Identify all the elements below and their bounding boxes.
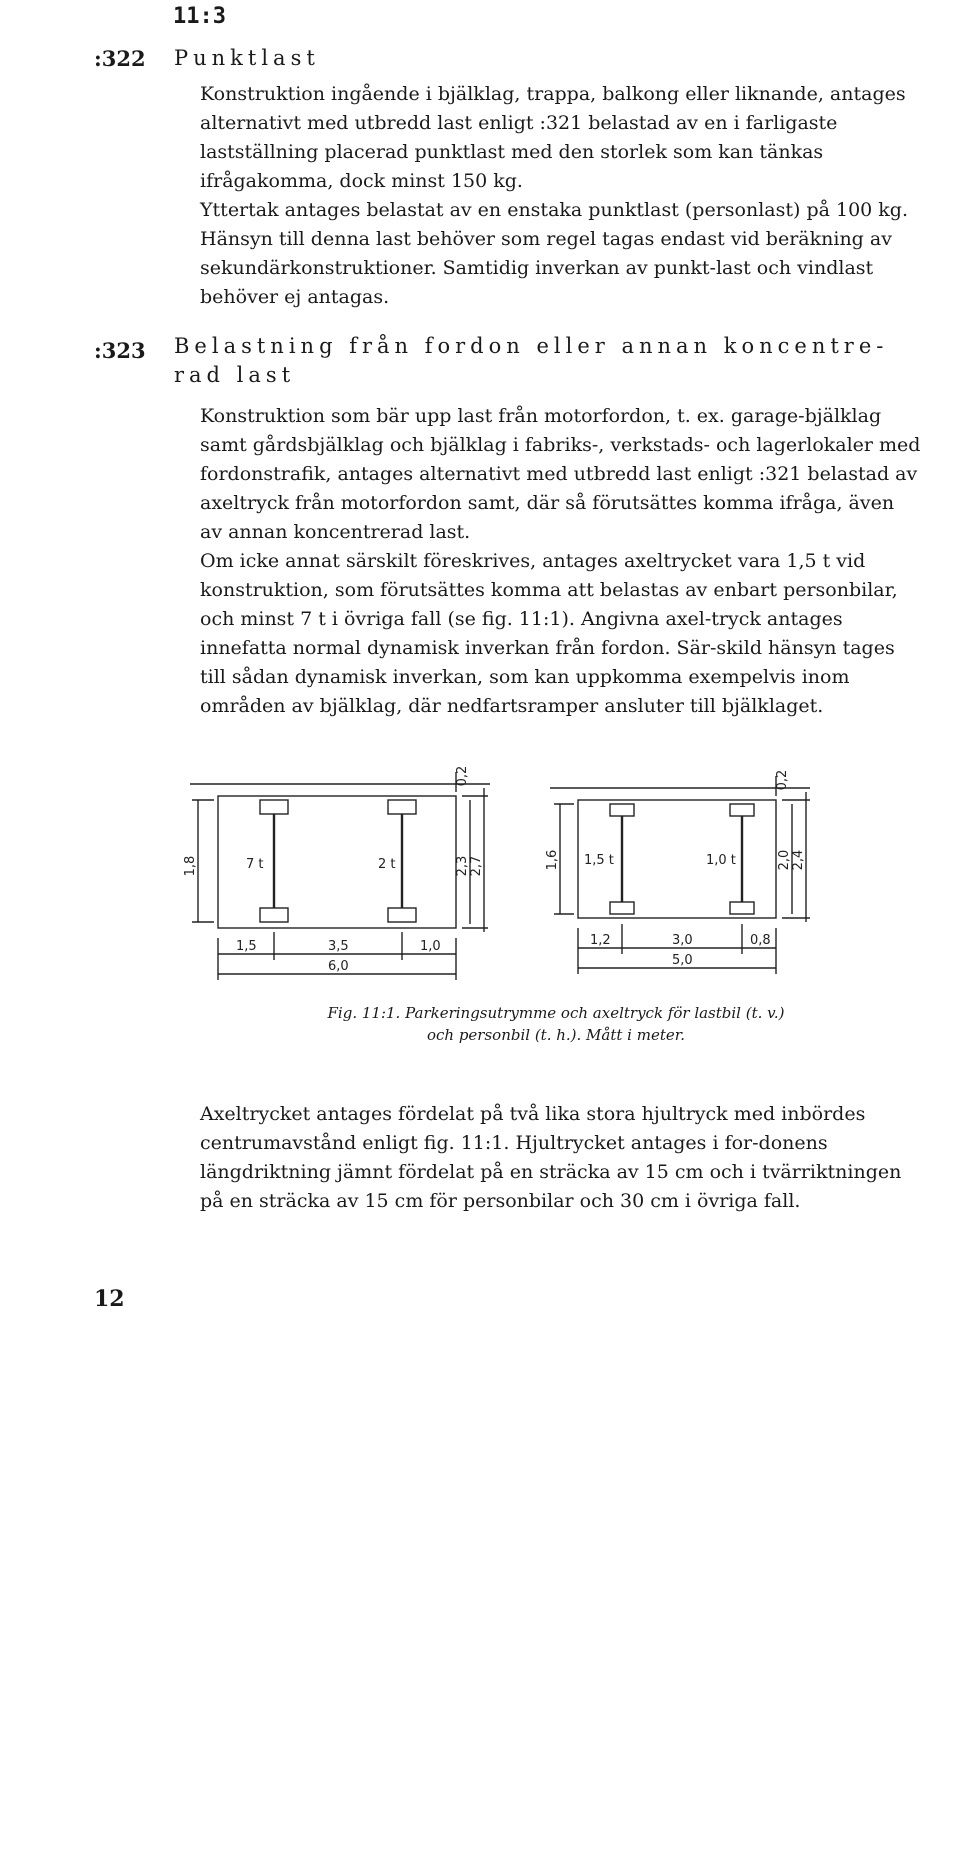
car-axle-rear-label: 1,0 t	[706, 853, 736, 868]
page-number: 12	[94, 1286, 125, 1312]
figure-caption	[176, 1002, 936, 1046]
truck-wheelbase-label: 3,5	[328, 939, 349, 954]
car-total-length-label: 5,0	[672, 953, 693, 968]
chapter-header: 11:3	[173, 4, 226, 29]
truck-axle-rear-label: 2 t	[378, 857, 396, 872]
paragraph-323-2: Om icke annat särskilt föreskrives, antages axeltrycket vara 1,5 t vid konstruktion, som förutsättes komma att belastas av enbart personbilar, och minst 7 t i övriga fall (se fig. 11:1). Angivna axel-tryck antages innefatta normal dynamisk inverkan från fordon. Sär-skild hänsyn tages till sådan dynamisk inverkan, som kan uppkomma exempelvis inom områden av bjälklag, där nedfartsramper ansluter till bjälklaget.	[200, 550, 898, 717]
truck-top-dim-label: 0,2	[455, 765, 470, 787]
truck-right-dim-b-label: 2,7	[469, 855, 484, 877]
car-right-dim-a-label: 2,0	[777, 849, 792, 871]
truck-axle-front-label: 7 t	[246, 857, 264, 872]
car-rear-dim-label: 0,8	[750, 933, 771, 948]
paragraph-after-figure: Axeltrycket antages fördelat på två lika stora hjultryck med inbördes centrumavstånd enligt fig. 11:1. Hjultrycket antages i for-donens längdriktning jämnt fördelat på en sträcka av 15 cm och i tvärriktningen på en sträcka av 15 cm för personbilar och 30 cm i övriga fall.	[200, 1103, 902, 1212]
truck-total-length-label: 6,0	[328, 959, 349, 974]
figure-parking-space	[170, 748, 930, 998]
paragraph-322-2: Yttertak antages belastat av en enstaka punktlast (personlast) på 100 kg. Hänsyn till denna last behöver som regel tagas endast vid beräkning av sekundärkonstruktioner. Samtidig inverkan av punkt-last och vindlast behöver ej antagas.	[200, 199, 909, 308]
section-number-323: :323	[94, 338, 146, 363]
figure-caption-line-1: Fig. 11:1. Parkeringsutrymme och axeltryck för lastbil (t. v.)	[327, 1004, 785, 1022]
truck-front-dim-label: 1,5	[236, 939, 257, 954]
truck-width-label: 1,8	[183, 855, 198, 877]
car-wheelbase-label: 3,0	[672, 933, 693, 948]
paragraph-323-1: Konstruktion som bär upp last från motorfordon, t. ex. garage-bjälklag samt gårdsbjälklag och bjälklag i fabriks-, verkstads- och lagerlokaler med fordonstrafik, antages alternativt med utbredd last enligt :321 belastad av axeltryck från motorfordon samt, där så förutsättes komma ifråga, även av annan koncentrerad last.	[200, 405, 921, 543]
truck-right-dim-a-label: 2,3	[455, 855, 470, 877]
car-front-dim-label: 1,2	[590, 933, 611, 948]
truck-rear-dim-label: 1,0	[420, 939, 441, 954]
paragraph-322-1: Konstruktion ingående i bjälklag, trappa, balkong eller liknande, antages alternativt med utbredd last enligt :321 belastad av en i farligaste lastställning placerad punktlast med den storlek som kan tänkas ifrågakomma, dock minst 150 kg.	[200, 83, 906, 192]
section-number-322: :322	[94, 46, 146, 71]
section-title-322: Punktlast	[174, 46, 320, 70]
car-width-label: 1,6	[545, 849, 560, 871]
car-top-dim-label: 0,2	[775, 769, 790, 791]
figure-drawing	[170, 748, 930, 998]
section-title-323: Belastning från fordon eller annan koncentre-rad last	[174, 334, 889, 387]
figure-caption-line-2: och personbil (t. h.). Mått i meter.	[426, 1026, 686, 1044]
car-axle-front-label: 1,5 t	[584, 853, 614, 868]
car-right-dim-b-label: 2,4	[791, 849, 806, 871]
